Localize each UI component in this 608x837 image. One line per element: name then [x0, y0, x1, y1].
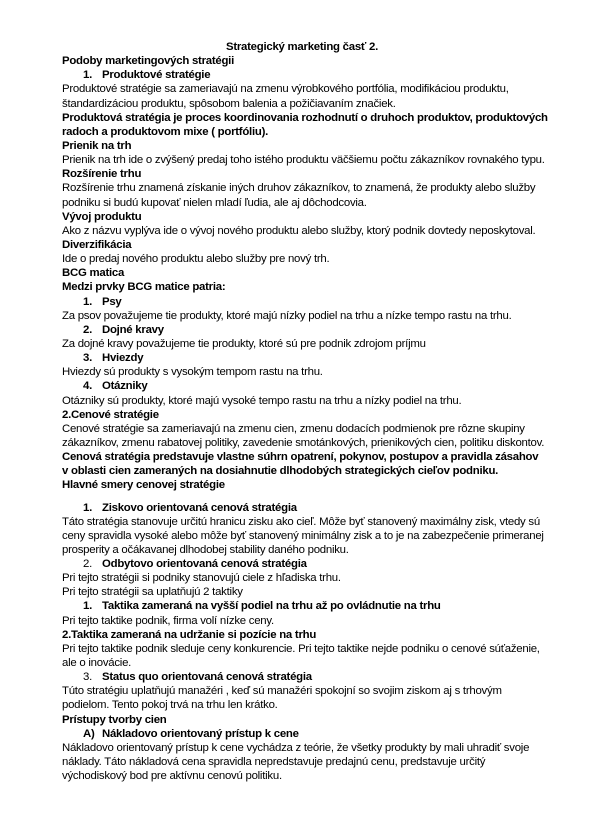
heading-text: Dojné kravy [102, 323, 164, 336]
list-number: 3. [83, 352, 92, 365]
paragraph-line: Ako z názvu vyplýva ide o vývoj nového produktu alebo služby, ktorý podnik dovtedy neposkytoval. [62, 224, 536, 237]
paragraph-line: Za psov považujeme tie produkty, ktoré majú nízky podiel na trhu a nízke tempo rastu na trhu. [62, 309, 512, 322]
document-page [62, 40, 582, 783]
heading-text: Odbytovo orientovaná cenová stratégia [102, 558, 307, 571]
bold-heading-line: v oblasti cien zameraných na dosiahnutie dlhodobých strategických cieľov podniku. [62, 465, 499, 478]
bold-heading-line: Prístupy tvorby cien [62, 713, 167, 726]
heading-text: Produktové stratégie [102, 69, 211, 82]
list-number: 1. [83, 600, 92, 613]
paragraph-line: náklady. Táto nákladová cena spravidla nepredstavuje predajnú cenu, predstavuje určitý [62, 756, 486, 769]
paragraph-line: Táto stratégia stanovuje určitú hranicu zisku ako cieľ. Môže byť stanovený maximálny zisk, vtedy sú [62, 515, 540, 528]
bold-heading-line: Cenová stratégia predstavuje vlastne súhrn opatrení, pokynov, postupov a pravidla zásahov [62, 451, 539, 464]
heading-text: Ziskovo orientovaná cenová stratégia [102, 501, 297, 514]
paragraph-line: Produktové stratégie sa zameriavajú na zmenu výrobkového portfólia, modifikáciou produktu, [62, 83, 509, 96]
paragraph-line: ceny spravidla vysoké alebo môže byť stanovený minimálny zisk a to je na zabezpečenie primeranej [62, 529, 544, 542]
bold-heading-line: Medzi prvky BCG matice patria: [62, 281, 226, 294]
numbered-heading [62, 501, 582, 515]
spacer [62, 493, 582, 501]
paragraph-line: Otázniky sú produkty, ktoré majú vysoké tempo rastu na trhu a nízky podiel na trhu. [62, 394, 462, 407]
paragraph-line: Pri tejto stratégii sa uplatňujú 2 taktiky [62, 586, 243, 599]
paragraph-line: Pri tejto taktike podnik sleduje ceny konkurencie. Pri tejto taktike nejde podniku o cenové súťaženie, [62, 642, 540, 655]
bold-heading-line: Rozšírenie trhu [62, 168, 142, 181]
numbered-heading [62, 599, 582, 613]
list-number: A) [83, 727, 95, 740]
bold-heading-line: Vývoj produktu [62, 210, 142, 223]
paragraph-line: Ide o predaj nového produktu alebo služby pre nový trh. [62, 253, 330, 266]
bold-heading-line: 2.Cenové stratégie [62, 408, 159, 421]
bold-heading-line: Podoby marketingových stratégii [62, 55, 235, 68]
heading-text: Taktika zameraná na vyšší podiel na trhu až po ovládnutie na trhu [102, 600, 441, 613]
bold-heading-line: Hlavné smery cenovej stratégie [62, 479, 225, 492]
list-number: 1. [83, 501, 92, 514]
bold-heading-line: Diverzifikácia [62, 238, 132, 251]
list-number: 1. [83, 69, 92, 82]
paragraph-line: Za dojné kravy považujeme tie produkty, ktoré sú pre podnik zdrojom príjmu [62, 337, 426, 350]
document-body [62, 54, 582, 783]
list-number: 2. [83, 558, 92, 571]
paragraph-line: Pri tejto taktike podnik, firma volí nízke ceny. [62, 614, 274, 627]
bold-heading-line: Produktová stratégia je proces koordinovania rozhodnutí o druhoch produktov, produktových [62, 111, 548, 124]
numbered-heading [62, 295, 582, 309]
list-number: 4. [83, 380, 92, 393]
numbered-heading [62, 727, 582, 741]
bold-heading-line: Prienik na trh [62, 139, 132, 152]
heading-text: Hviezdy [102, 352, 144, 365]
numbered-heading [62, 351, 582, 365]
paragraph-line: Pri tejto stratégii si podniky stanovujú ciele z hľadiska trhu. [62, 572, 341, 585]
numbered-heading [62, 68, 582, 82]
bold-heading-line: radoch a produktovom mixe ( portfóliu). [62, 125, 269, 138]
numbered-heading [62, 323, 582, 337]
paragraph-line: Cenové stratégie sa zameriavajú na zmenu cien, zmenu dodacích podmienok pre rôzne skupiny [62, 422, 525, 435]
paragraph-line: podniku si budú kupovať nielen mladí ľudia, ale aj dôchodcovia. [62, 196, 367, 209]
paragraph-line: prosperity a očákavanej dlhodobej stability daného podniku. [62, 543, 349, 556]
paragraph-line: štandardizáciou produktu, spôsobom balenia a požičiavaním značiek. [62, 97, 396, 110]
document-title: Strategický marketing časť 2. [225, 41, 379, 53]
paragraph-line: zákazníkov, zmenu rabatovej politiky, zavedenie smotánkových, prienikových cien, politiku diskontov. [62, 436, 545, 449]
numbered-heading [62, 379, 582, 393]
paragraph-line: Nákladovo orientovaný prístup k cene vychádza z teórie, že všetky produkty by mali uhradiť svoje [62, 741, 530, 754]
numbered-heading [62, 670, 582, 684]
heading-text: Nákladovo orientovaný prístup k cene [102, 727, 299, 740]
list-number: 1. [83, 295, 92, 308]
bold-heading-line: 2.Taktika zameraná na udržanie si pozície na trhu [62, 628, 317, 641]
heading-text: Status quo orientovaná cenová stratégia [102, 671, 312, 684]
bold-heading-line: BCG matica [62, 267, 125, 280]
paragraph-line: Hviezdy sú produkty s vysokým tempom rastu na trhu. [62, 366, 323, 379]
numbered-heading [62, 557, 582, 571]
heading-text: Otázniky [102, 380, 148, 393]
paragraph-line: Prienik na trh ide o zvýšený predaj toho istého produktu väčšiemu počtu zákazníkov rovnakého typu. [62, 154, 545, 167]
list-number: 2. [83, 323, 92, 336]
heading-text: Psy [102, 295, 122, 308]
list-number: 3. [83, 671, 92, 684]
paragraph-line: východiskový bod pre aktívnu cenovú politiku. [62, 770, 282, 783]
paragraph-line: Rozšírenie trhu znamená získanie iných druhov zákazníkov, to znamená, že produkty alebo služby [62, 182, 536, 195]
paragraph-line: Túto stratégiu uplatňujú manažéri , keď sú manažéri spokojní so svojim ziskom aj s trhovým [62, 685, 502, 698]
paragraph-line: podielom. Tento pokoj trvá na trhu len krátko. [62, 699, 278, 712]
paragraph-line: ale o inovácie. [62, 657, 132, 670]
